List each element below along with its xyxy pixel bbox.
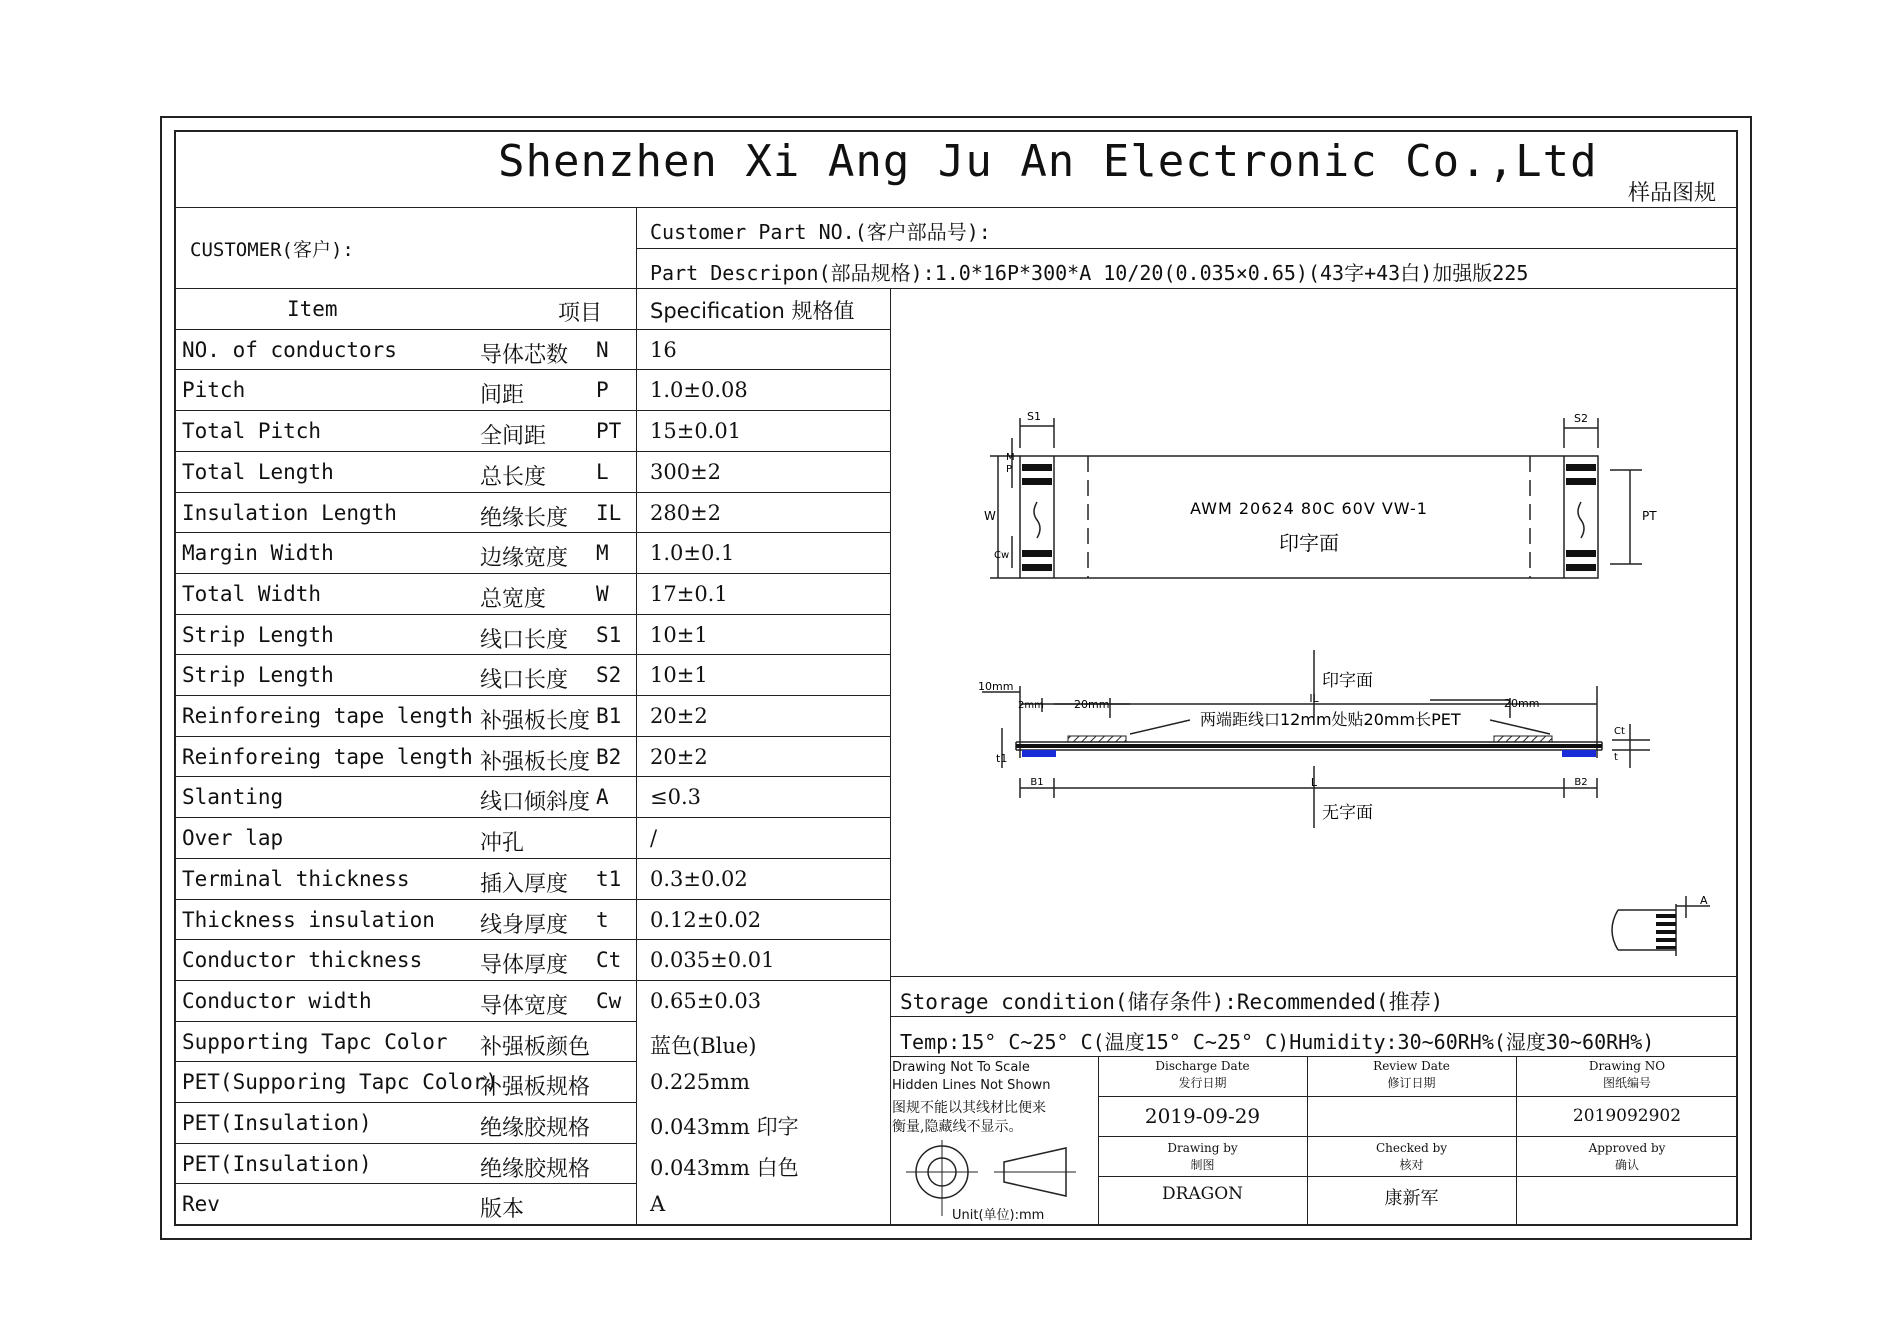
- doc-type-label: 样品图规: [1628, 181, 1717, 206]
- titleblock-mid-line: [1098, 1136, 1738, 1137]
- pet-left: [1068, 736, 1126, 742]
- note-hidden-lines: Hidden Lines Not Shown: [892, 1078, 1051, 1093]
- row-divider: [174, 614, 890, 615]
- row-symbol: S1: [596, 622, 622, 647]
- label-b2: B2: [1574, 777, 1588, 788]
- label-t: t: [1614, 752, 1618, 763]
- note-cn-2: 衡量,隐藏线不显示。: [892, 1119, 1023, 1135]
- row-item-en: Total Pitch: [182, 419, 322, 444]
- row-symbol: IL: [596, 500, 622, 525]
- row-divider: [174, 1224, 636, 1225]
- label-b1: B1: [1030, 777, 1044, 788]
- row-item-cn: 间距: [480, 383, 525, 409]
- row-spec-value: 1.0±0.08: [650, 378, 748, 403]
- row-spec-value: 0.225mm: [650, 1070, 750, 1095]
- label-2mm: 2mm: [1018, 700, 1044, 711]
- titleblock-top-line: [890, 1056, 1738, 1057]
- row-spec-value: 0.035±0.01: [650, 948, 775, 973]
- row-divider: [174, 532, 890, 533]
- label-20mm-right: 20mm: [1504, 697, 1540, 710]
- row-symbol: B1: [596, 704, 622, 728]
- row-divider: [174, 817, 890, 818]
- stiffener-b1: [1022, 750, 1056, 757]
- row-spec-value: /: [650, 826, 658, 851]
- row-spec-value: 300±2: [650, 459, 722, 484]
- row-divider: [174, 899, 890, 900]
- drawing-no-value: 2019092902: [1572, 1106, 1682, 1126]
- row-item-cn: 线口倾斜度: [480, 790, 591, 816]
- row-item-cn: 导体宽度: [480, 993, 569, 1019]
- row-item-en: NO. of conductors: [182, 337, 397, 362]
- row-divider: [174, 492, 890, 493]
- row-item-cn: 补强板长度: [480, 749, 591, 775]
- row-item-cn: 总长度: [480, 464, 547, 490]
- row-divider: [174, 1183, 636, 1184]
- row-item-en: Rev: [182, 1192, 220, 1217]
- row-symbol: L: [596, 459, 609, 484]
- row-item-cn: 边缘宽度: [480, 546, 569, 572]
- drawn-by-value: DRAGON: [1161, 1184, 1244, 1204]
- customer-vline: [636, 207, 637, 288]
- approved-by-label: Approved by 确认: [1588, 1141, 1666, 1172]
- row-divider: [174, 1061, 636, 1062]
- row-item-en: Total Width: [182, 581, 322, 606]
- row-item-en: Thickness insulation: [182, 907, 435, 932]
- row-item-en: PET(Insulation): [182, 1151, 372, 1176]
- row-divider: [174, 451, 890, 452]
- row-item-en: Pitch: [182, 378, 246, 403]
- header-row-divider: [174, 329, 890, 330]
- row-spec-value: 0.3±0.02: [650, 866, 748, 891]
- print-text: AWM 20624 80C 60V VW-1: [1190, 499, 1428, 518]
- row-item-cn: 补强板颜色: [480, 1034, 591, 1060]
- company-title: Shenzhen Xi Ang Ju An Electronic Co.,Ltd: [498, 136, 1598, 187]
- label-print-side-2: 印字面: [1322, 671, 1373, 691]
- row-spec-value: 20±2: [650, 704, 708, 728]
- row-item-cn: 总宽度: [480, 586, 547, 612]
- label-blank-side: 无字面: [1322, 803, 1373, 823]
- row-item-en: Total Length: [182, 459, 334, 484]
- row-spec-value: 10±1: [650, 622, 708, 647]
- row-item-cn: 绝缘长度: [480, 505, 569, 531]
- row-divider: [174, 939, 890, 940]
- table-vline-spec: [636, 288, 637, 1226]
- part-description: Part Descripon(部品规格):1.0*16P*300*A 10/20(0.035×0.65)(43字+43白)加强版225: [650, 261, 1529, 285]
- row-symbol: A: [596, 785, 609, 810]
- row-divider: [174, 1102, 636, 1103]
- row-spec-value: 1.0±0.1: [650, 541, 735, 566]
- row-item-en: Strip Length: [182, 622, 334, 647]
- row-item-cn: 线口长度: [480, 627, 569, 653]
- drawn-by-label: Drawing by 制图: [1167, 1141, 1238, 1172]
- header-item-cn: 项目: [558, 301, 603, 326]
- row-divider: [174, 654, 890, 655]
- conductor-line: [1016, 744, 1602, 748]
- row-item-cn: 线口长度: [480, 668, 569, 694]
- note-not-to-scale: Drawing Not To Scale: [892, 1060, 1030, 1075]
- row-symbol: P: [596, 378, 609, 403]
- label-10mm: 10mm: [978, 680, 1014, 693]
- row-item-en: Conductor width: [182, 988, 372, 1013]
- label-t1: t1: [996, 752, 1008, 765]
- cable-drawing: [890, 288, 1738, 976]
- row-divider: [174, 573, 890, 574]
- header-item-en: Item: [287, 297, 338, 321]
- unit-label: Unit(单位):mm: [952, 1208, 1045, 1223]
- row-symbol: N: [596, 337, 609, 362]
- row-spec-value: ≤0.3: [650, 785, 701, 810]
- row-item-en: Conductor thickness: [182, 948, 423, 973]
- row-item-cn: 导体芯数: [480, 342, 569, 368]
- storage-condition: Storage condition(储存条件):Recommended(推荐): [900, 990, 1444, 1014]
- row-spec-value: A: [650, 1192, 666, 1217]
- note-cn-1: 图规不能以其线材比便来: [892, 1100, 1046, 1116]
- row-divider: [174, 369, 890, 370]
- pet-note: 两端距线口12mm处贴20mm长PET: [1200, 710, 1461, 729]
- slant-conductors: [1656, 914, 1676, 949]
- row-item-cn: 导体厚度: [480, 953, 569, 979]
- label-pt: PT: [1642, 509, 1657, 523]
- tb-sub-line-2: [1098, 1176, 1738, 1177]
- row-divider: [174, 1021, 636, 1022]
- row-item-en: Slanting: [182, 785, 284, 810]
- row-item-en: Reinforeing tape length: [182, 744, 473, 769]
- row-divider: [174, 736, 890, 737]
- checked-by-value: 康新军: [1384, 1188, 1439, 1209]
- row-divider: [174, 695, 890, 696]
- row-symbol: t1: [596, 866, 622, 891]
- row-symbol: S2: [596, 663, 622, 688]
- row-item-cn: 版本: [480, 1197, 525, 1223]
- label-w: W: [984, 509, 996, 523]
- label-s1: S1: [1027, 410, 1041, 423]
- row-spec-value: 10±1: [650, 663, 708, 688]
- row-item-en: PET(Supporing Tapc Color): [182, 1070, 499, 1095]
- row-item-cn: 补强板规格: [480, 1075, 591, 1101]
- row-symbol: B2: [596, 744, 622, 769]
- row-item-en: Margin Width: [182, 541, 334, 566]
- row-spec-value: 0.65±0.03: [650, 988, 762, 1013]
- customer-part-no: Customer Part NO.(客户部品号):: [650, 220, 991, 244]
- row-item-en: Supporting Tapc Color: [182, 1029, 448, 1054]
- row-spec-value: 17±0.1: [650, 581, 728, 606]
- label-p: P: [1006, 464, 1013, 475]
- row-spec-value: 0.043mm 印字: [650, 1115, 799, 1139]
- row-item-cn: 绝缘胶规格: [480, 1156, 591, 1182]
- row-item-en: Strip Length: [182, 663, 334, 688]
- print-side-label: 印字面: [1279, 531, 1339, 555]
- row-symbol: Ct: [596, 948, 622, 973]
- row-item-cn: 补强板长度: [480, 709, 591, 734]
- row-divider: [174, 410, 890, 411]
- row-item-en: Insulation Length: [182, 500, 397, 525]
- row-item-cn: 线身厚度: [480, 912, 569, 938]
- row-symbol: M: [596, 541, 609, 566]
- row-item-cn: 插入厚度: [480, 871, 569, 897]
- stiffener-b2: [1562, 750, 1596, 757]
- tb-sub-line-1: [1098, 1096, 1738, 1097]
- label-m: M: [1006, 452, 1015, 463]
- row-item-cn: 冲孔: [480, 831, 525, 857]
- row-spec-value: 280±2: [650, 500, 722, 525]
- row-spec-value: 20±2: [650, 744, 708, 769]
- drawing-no-label: Drawing NO 图纸编号: [1588, 1059, 1666, 1090]
- header-divider: [174, 207, 1738, 208]
- row-divider: [174, 1143, 636, 1144]
- label-20mm-left: 20mm: [1074, 698, 1110, 711]
- discharge-date-label: Discharge Date 发行日期: [1155, 1059, 1250, 1090]
- row-divider: [174, 980, 890, 981]
- label-cw: Cw: [994, 550, 1010, 561]
- storage-top-line: [890, 976, 1738, 977]
- review-date-label: Review Date 修订日期: [1373, 1059, 1450, 1090]
- label-a: A: [1700, 894, 1708, 907]
- row-divider: [174, 776, 890, 777]
- row-item-cn: 绝缘胶规格: [480, 1116, 591, 1141]
- row-spec-value: 16: [650, 337, 677, 362]
- label-il: IL: [1309, 692, 1319, 705]
- row-item-en: PET(Insulation): [182, 1111, 372, 1135]
- storage-mid-line: [890, 1016, 1738, 1017]
- row-spec-value: 15±0.01: [650, 419, 742, 444]
- row-symbol: PT: [596, 419, 622, 444]
- row-divider: [174, 858, 890, 859]
- label-ct: Ct: [1614, 726, 1625, 737]
- header-spec: Specification 规格值: [650, 299, 855, 323]
- pet-right: [1494, 736, 1552, 742]
- row-spec-value: 0.12±0.02: [650, 907, 762, 932]
- row-spec-value: 蓝色(Blue): [650, 1033, 757, 1058]
- row-symbol: Cw: [596, 988, 622, 1013]
- label-s2: S2: [1574, 412, 1588, 425]
- row-symbol: W: [596, 581, 609, 606]
- storage-temp: Temp:15° C~25° C(温度15° C~25° C)Humidity:30~60RH%(湿度30~60RH%): [900, 1030, 1655, 1054]
- row-spec-value: 0.043mm 白色: [650, 1155, 799, 1180]
- row-item-cn: 全间距: [480, 424, 547, 450]
- row-symbol: t: [596, 907, 609, 932]
- row-item-en: Terminal thickness: [182, 866, 410, 891]
- customer-divider: [636, 248, 1738, 249]
- row-item-en: Reinforeing tape length: [182, 704, 473, 728]
- customer-label: CUSTOMER(客户):: [190, 239, 354, 261]
- row-item-en: Over lap: [182, 826, 284, 851]
- checked-by-label: Checked by 核对: [1375, 1141, 1448, 1172]
- discharge-date-value: 2019-09-29: [1144, 1104, 1261, 1128]
- label-l: L: [1310, 776, 1318, 789]
